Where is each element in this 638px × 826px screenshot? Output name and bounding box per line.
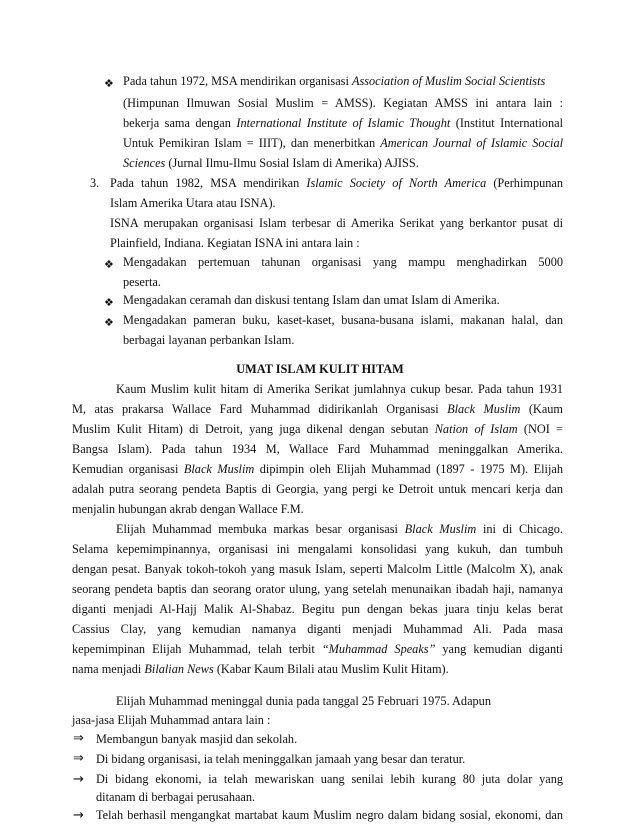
text-line: Bangsa Islam). Pada tahun 1934 M, Wallace Fard Muhammad meninggalkan Amerika. [72, 442, 563, 456]
text-line: Plainfield, Indiana. Kegiatan ISNA ini antara lain : [110, 236, 360, 250]
section-heading: UMAT ISLAM KULIT HITAM [236, 362, 404, 376]
text-line: Di bidang organisasi, ia telah meninggalkan jamaah yang besar dan teratur. [96, 752, 466, 766]
text-line: Selama kepemimpinannya, organisasi ini mengalami konsolidasi yang kukuh, dan tumbuh [72, 542, 563, 556]
text-line: seorang pendeta baptis dan seorang orator ulung, yang setelah menunaikan ibadah haji, namanya [72, 582, 563, 596]
text-line: Membangun banyak masjid dan sekolah. [96, 732, 298, 746]
text-line: bekerja sama dengan International Institute of Islamic Thought (Institut International [123, 116, 563, 130]
text-line: ISNA merupakan organisasi Islam terbesar di Amerika Serikat yang berkantor pusat di [110, 216, 563, 230]
text-line: ditanam di berbagai perusahaan. [96, 790, 256, 804]
text-line: Pada tahun 1982, MSA mendirikan Islamic Society of North America (Perhimpunan [110, 176, 563, 190]
text-line: menjalin hubungan akrab dengan Wallace F.M. [72, 502, 304, 516]
text-line: kepemimpinan Elijah Muhammad, telah terbit “Muhammad Speaks” yang kemudian diganti [72, 642, 563, 656]
text-line: Muslim Kulit Hitam) di Detroit, yang juga dikenal dengan sebutan Nation of Islam (NOI = [72, 422, 563, 436]
text-line: Cassius Clay, yang kemudian namanya diganti menjadi Muhammad Ali. Pada masa [72, 622, 563, 636]
arrow-right-icon: ⇒ [73, 731, 84, 746]
diamond-bullet-icon: ❖ [104, 258, 114, 271]
text-line: Islam Amerika Utara atau ISNA). [110, 196, 276, 210]
diamond-bullet-icon: ❖ [104, 296, 114, 309]
diamond-bullet-icon: ❖ [104, 77, 114, 90]
text-line: dengan pesat. Banyak tokoh-tokoh yang masuk Islam, seperti Malcolm Little (Malcolm X), anak [72, 562, 563, 576]
diamond-bullet-icon: ❖ [104, 316, 114, 329]
text-line: Kaum Muslim kulit hitam di Amerika Serikat jumlahnya cukup besar. Pada tahun 1931 [116, 382, 563, 396]
text-line: Untuk Pemikiran Islam = IIIT), dan menerbitkan American Journal of Islamic Social [123, 136, 564, 150]
text-line: Mengadakan pertemuan tahunan organisasi yang mampu menghadirkan 5000 [123, 255, 563, 269]
text-line: diganti menjadi Al-Hajj Malik Al-Shabaz. Begitu pun dengan bekas juara tinju kelas berat [72, 602, 563, 616]
text-line: Pada tahun 1972, MSA mendirikan organisasi Association of Muslim Social Scientists [123, 74, 546, 88]
list-number: 3. [90, 176, 100, 190]
arrow-right-icon: → [73, 808, 84, 823]
text-line: Elijah Muhammad meninggal dunia pada tanggal 25 Februari 1975. Adapun [116, 694, 491, 708]
text-line: Elijah Muhammad membuka markas besar organisasi Black Muslim ini di Chicago. [116, 522, 564, 536]
text-line: Di bidang ekonomi, ia telah mewariskan uang senilai lebih kurang 80 juta dolar yang [96, 772, 563, 786]
text-line: peserta. [123, 275, 161, 289]
arrow-right-icon: ⇒ [73, 751, 84, 766]
text-line: Sciences (Jurnal Ilmu-Ilmu Sosial Islam di Amerika) AJISS. [123, 156, 419, 170]
text-line: Mengadakan ceramah dan diskusi tentang Islam dan umat Islam di Amerika. [123, 293, 500, 307]
text-line: (Himpunan Ilmuwan Sosial Muslim = AMSS). Kegiatan AMSS ini antara lain : [123, 96, 563, 110]
text-line: berbagai layanan perbankan Islam. [123, 333, 295, 347]
text-line: M, atas prakarsa Wallace Fard Muhammad didirikanlah Organisasi Black Muslim (Kaum [72, 402, 563, 416]
text-line: Mengadakan pameran buku, kaset-kaset, busana-busana islami, makanan halal, dan [123, 313, 563, 327]
arrow-right-icon: → [73, 772, 84, 787]
text-line: jasa-jasa Elijah Muhammad antara lain : [72, 713, 271, 727]
text-line: adalah putra seorang pendeta Baptis di Georgia, yang pergi ke Detroit untuk mencari kerja dan [72, 482, 563, 496]
text-line: Telah berhasil mengangkat martabat kaum Muslim negro dalam bidang sosial, ekonomi, dan [96, 808, 563, 822]
text-line: nama menjadi Bilalian News (Kabar Kaum Bilali atau Muslim Kulit Hitam). [72, 662, 449, 676]
text-line: Kemudian organisasi Black Muslim dipimpin oleh Elijah Muhammad (1897 - 1975 M). Elijah [72, 462, 563, 476]
